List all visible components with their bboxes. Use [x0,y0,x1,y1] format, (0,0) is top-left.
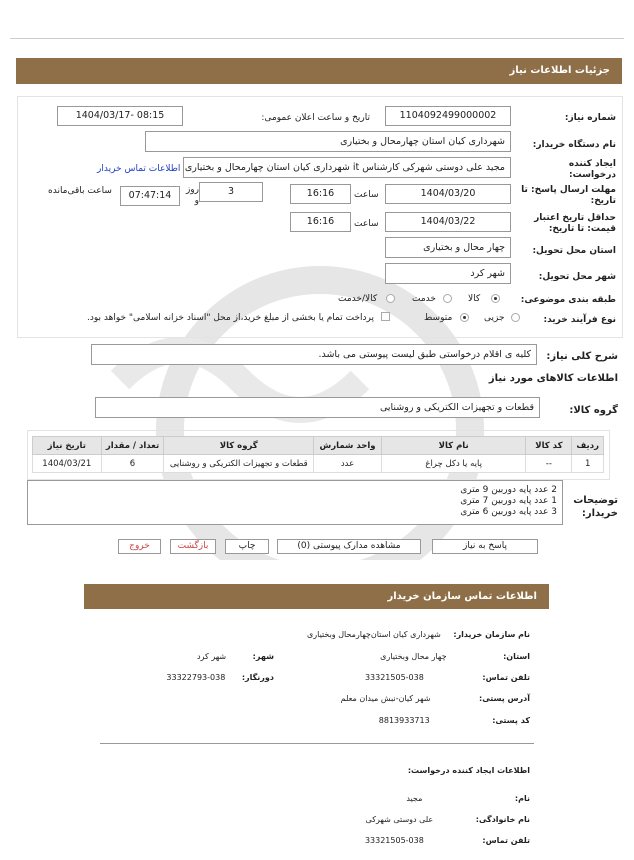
page-title: جزئیات اطلاعات نیاز [509,65,610,76]
buyer-note-line: 2 عدد پایه دوربین 9 متری [460,485,557,495]
attachments-button[interactable]: مشاهده مدارک پیوستی (0) [277,539,421,554]
contact-address-row [341,694,530,703]
cell-unit: عدد [314,455,382,473]
col-code: کد کالا [526,437,572,455]
contact-fax-label: دورنگار: [241,673,274,682]
creator-field: مجید علی دوستی شهرکی کارشناس it شهرداری کیان استان چهارمحال و بختیاری [183,157,511,178]
province-label: استان محل تحویل: [532,246,616,256]
cell-date: 1404/03/21 [33,455,102,473]
col-group: گروه کالا [164,437,314,455]
need-number-label: شماره نیاز: [564,113,616,123]
reply-button[interactable]: پاسخ به نیاز [432,539,538,554]
contact-province-row [380,652,530,661]
remaining-label: ساعت باقی‌مانده [48,186,112,196]
process-minor-label: جزیی [484,313,505,323]
creator-family-value: علی دوستی شهرکی [365,815,434,824]
validity-time-label: ساعت [354,219,379,229]
contact-postal-label: کد پستی: [492,716,530,725]
contact-city-row [197,652,274,661]
need-number-field: 1104092499000002 [385,106,511,126]
creator-info-title: اطلاعات ایجاد کننده درخواست: [407,766,530,775]
creator-family-label: نام خانوادگی: [475,815,530,824]
days-label: روز و [185,185,199,206]
validity-time-field: 16:16 [290,212,351,232]
summary-label: شرح کلی نیاز: [546,351,618,362]
buyer-note-line: 1 عدد پایه دوربین 7 متری [460,496,557,506]
col-name: نام کالا [382,437,526,455]
category-label: طبقه بندی موضوعی: [520,295,616,305]
goods-section-title: اطلاعات کالاهای مورد نیاز [488,373,618,384]
cell-code: -- [526,455,572,473]
treasury-checkbox[interactable] [381,312,390,321]
reply-date-field: 1404/03/20 [385,184,511,204]
contact-province-label: استان: [503,652,530,661]
category-service-label: خدمت [412,294,436,304]
contact-phone-value: 038-33321505 [364,673,424,682]
print-button[interactable]: چاپ [225,539,269,554]
summary-field: کلیه ی اقلام درخواستی طبق لیست پیوستی می باشد. [91,344,537,365]
category-both-label: کالا/خدمت [338,294,378,304]
contact-org-row [307,630,530,639]
province-field: چهار محال و بختیاری [385,237,511,258]
contact-fax-value: 038-33322793 [166,673,226,682]
cell-qty: 6 [101,455,164,473]
contact-address-label: آدرس پستی: [479,694,530,703]
contact-province-value: چهار محال وبختیاری [380,652,447,661]
creator-name-value: مجید [406,794,423,803]
buyer-org-field: شهرداری کیان استان چهارمحال و بختیاری [145,131,511,152]
validity-date-field: 1404/03/22 [385,212,511,232]
creator-phone-label: تلفن تماس: [482,836,530,845]
top-divider [10,38,624,39]
contact-address-value: شهر کیان-نبش میدان معلم [340,694,431,703]
reply-deadline-label: مهلت ارسال پاسخ: تا تاریخ: [521,185,616,206]
category-both-radio[interactable] [386,294,395,303]
announce-field: 1404/03/17- 08:15 [57,106,183,126]
creator-phone-value: 038-33321505 [364,836,424,845]
reply-time-field: 16:16 [290,184,351,204]
col-qty: تعداد / مقدار [101,437,164,455]
buyer-note-line: 3 عدد پایه دوربین 6 متری [460,507,557,517]
days-field: 3 [199,182,263,202]
items-table-header [33,437,604,455]
table-row [33,455,604,473]
contact-divider [100,743,534,744]
category-service-radio[interactable] [443,294,452,303]
goods-group-label: گروه کالا: [569,405,618,416]
contact-phone-row [365,673,530,682]
buyer-notes-field [27,480,563,525]
contact-postal-value: 8813933713 [378,716,430,725]
cell-group: قطعات و تجهیزات الکتریکی و روشنایی [164,455,314,473]
contact-postal-row [379,716,530,725]
contact-org-value: شهرداری کیان استان‌چهارمحال وبختیاری [307,630,441,639]
col-row: ردیف [572,437,604,455]
creator-label: ایجاد کننده درخواست: [568,159,616,180]
announce-label: تاریخ و ساعت اعلان عمومی: [261,113,370,123]
items-table [32,436,604,473]
contact-header [84,584,549,609]
creator-phone-row [365,836,530,845]
process-minor-radio[interactable] [511,313,520,322]
page-header [16,58,622,84]
col-unit: واحد شمارش [314,437,382,455]
creator-name-row [406,794,530,803]
process-medium-radio[interactable] [460,313,469,322]
buyer-org-label: نام دستگاه خریدار: [532,140,616,150]
city-field: شهر کرد [385,263,511,284]
city-label: شهر محل تحویل: [538,272,616,282]
cell-row: 1 [572,455,604,473]
contact-city-label: شهر: [252,652,274,661]
goods-group-field: قطعات و تجهیزات الکتریکی و روشنایی [95,397,540,418]
buyer-contact-link[interactable]: اطلاعات تماس خریدار [97,164,181,174]
contact-org-label: نام سازمان خریدار: [453,630,530,639]
reply-time-label: ساعت [354,190,379,200]
buyer-notes-label: توضیحات خریدار: [573,495,618,519]
category-goods-label: کالا [468,294,481,304]
exit-button[interactable]: خروج [118,539,161,554]
category-goods-radio[interactable] [491,294,500,303]
contact-city-value: شهر کرد [196,652,227,661]
cell-name: پایه یا دکل چراغ [382,455,526,473]
remaining-time-field: 07:47:14 [120,186,180,206]
contact-title: اطلاعات تماس سازمان خریدار [387,591,537,602]
treasury-note: پرداخت تمام یا بخشی از مبلغ خرید،از محل "اسناد خزانه اسلامی" خواهد بود. [86,313,374,323]
contact-fax-row [166,673,274,682]
col-date: تاریخ نیاز [33,437,102,455]
process-medium-label: متوسط [424,313,453,323]
creator-name-label: نام: [514,794,530,803]
process-label: نوع فرآیند خرید: [543,315,616,325]
creator-family-row [366,815,530,824]
contact-phone-label: تلفن تماس: [482,673,530,682]
validity-label: حداقل تاریخ اعتبار قیمت: تا تاریخ: [534,213,616,234]
back-button[interactable]: بازگشت [170,539,216,554]
